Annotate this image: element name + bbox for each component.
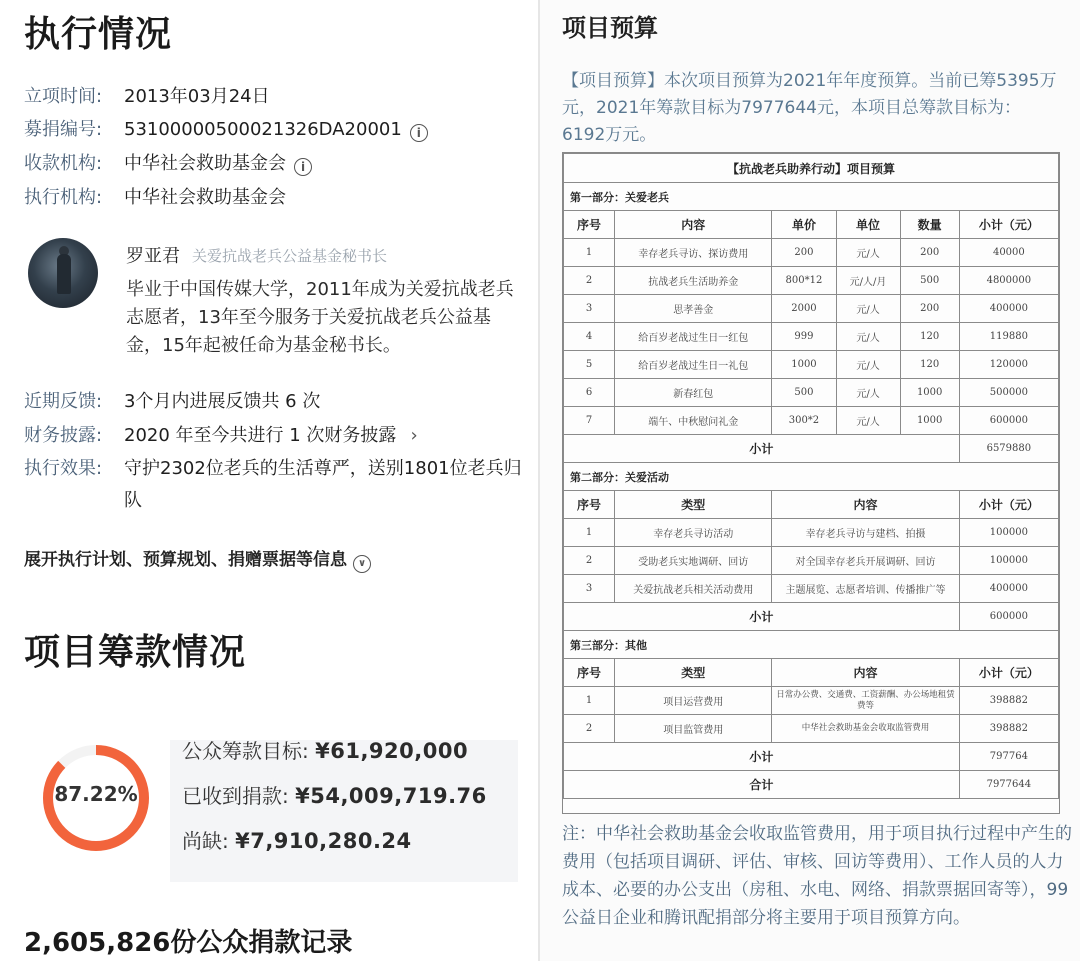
table-row xyxy=(564,743,1059,771)
table-cell: 对全国幸存老兵开展调研、回访 xyxy=(772,547,959,575)
table-row xyxy=(564,631,1059,659)
finance-label: 财务披露: xyxy=(24,425,103,446)
table-cell: 500 xyxy=(900,267,959,295)
table-cell: 元/人/月 xyxy=(836,267,900,295)
info-icon[interactable]: i xyxy=(410,124,428,142)
table-cell: 6579880 xyxy=(959,435,1058,463)
table-cell: 日常办公费、交通费、工资薪酬、办公场地租赁费等 xyxy=(772,687,959,715)
chevron-right-icon[interactable]: › xyxy=(410,425,418,446)
table-row xyxy=(564,323,1059,351)
table-cell: 100000 xyxy=(959,547,1058,575)
expand-details-button[interactable] xyxy=(24,545,371,573)
table-cell: 小计（元） xyxy=(959,659,1058,687)
table-cell: 小计 xyxy=(564,435,960,463)
effect-label: 执行效果: xyxy=(24,458,103,479)
fund-short-row xyxy=(182,825,412,854)
budget-note: 注：中华社会救助基金会收取监管费用，用于项目执行过程中产生的费用（包括项目调研、评估、审核、回访等费用）、工作人员的人力成本、必要的办公支出（房租、水电、网络、捐款票据回寄等），99公益日企业和腾讯配捐部分将主要用于项目预算方向。 xyxy=(562,824,1072,928)
table-row xyxy=(564,407,1059,435)
executor-label: 执行机构: xyxy=(24,187,103,208)
table-cell: 200 xyxy=(900,295,959,323)
table-cell: 【抗战老兵助养行动】项目预算 xyxy=(564,154,1059,183)
table-cell: 100000 xyxy=(959,519,1058,547)
receiver-value: 中华社会救助基金会 xyxy=(124,153,286,174)
table-cell: 400000 xyxy=(959,575,1058,603)
table-cell: 内容 xyxy=(772,659,959,687)
table-cell: 单价 xyxy=(772,211,836,239)
table-cell: 抗战老兵生活助养金 xyxy=(615,267,772,295)
table-cell: 800*12 xyxy=(772,267,836,295)
info-row-executor xyxy=(24,185,286,211)
table-row xyxy=(564,183,1059,211)
date-value: 2013年03月24日 xyxy=(124,86,270,107)
recent-value: 3个月内进展反馈共 6 次 xyxy=(124,391,321,412)
table-cell: 序号 xyxy=(564,211,615,239)
chevron-down-icon[interactable]: ∨ xyxy=(353,555,371,573)
table-cell: 数量 xyxy=(900,211,959,239)
table-cell: 端午、中秋慰问礼金 xyxy=(615,407,772,435)
person-name: 罗亚君 xyxy=(126,246,180,267)
table-cell: 200 xyxy=(900,239,959,267)
table-cell: 新春红包 xyxy=(615,379,772,407)
table-row xyxy=(564,575,1059,603)
table-cell: 120 xyxy=(900,351,959,379)
code-label: 募捐编号: xyxy=(24,119,103,140)
table-cell: 幸存老兵寻访与建档、拍摄 xyxy=(772,519,959,547)
table-row xyxy=(564,295,1059,323)
table-cell: 小计（元） xyxy=(959,491,1058,519)
table-cell: 受助老兵实地调研、回访 xyxy=(615,547,772,575)
budget-document-image xyxy=(562,152,1060,814)
table-cell: 119880 xyxy=(959,323,1058,351)
table-row xyxy=(564,267,1059,295)
table-cell: 7 xyxy=(564,407,615,435)
table-cell: 第一部分：关爱老兵 xyxy=(564,183,1059,211)
execution-panel xyxy=(0,0,538,961)
table-row xyxy=(564,547,1059,575)
target-label: 公众筹款目标: xyxy=(182,739,309,763)
info-icon[interactable]: i xyxy=(294,158,312,176)
table-cell: 2 xyxy=(564,547,615,575)
budget-panel xyxy=(540,0,1080,961)
avatar xyxy=(28,238,98,308)
table-row xyxy=(564,211,1059,239)
table-cell: 3 xyxy=(564,575,615,603)
table-row xyxy=(564,239,1059,267)
table-cell: 120000 xyxy=(959,351,1058,379)
table-cell: 关爱抗战老兵相关活动费用 xyxy=(615,575,772,603)
table-cell: 2 xyxy=(564,715,615,743)
table-cell: 300*2 xyxy=(772,407,836,435)
table-cell: 120 xyxy=(900,323,959,351)
expand-label: 展开执行计划、预算规划、捐赠票据等信息 xyxy=(24,550,347,570)
table-cell: 398882 xyxy=(959,687,1058,715)
table-cell: 第三部分：其他 xyxy=(564,631,1059,659)
table-cell: 第二部分：关爱活动 xyxy=(564,463,1059,491)
table-cell: 小计（元） xyxy=(959,211,1058,239)
table-cell: 600000 xyxy=(959,603,1058,631)
table-cell: 思孝善金 xyxy=(615,295,772,323)
table-cell: 幸存老兵寻访、探访费用 xyxy=(615,239,772,267)
table-cell: 元/人 xyxy=(836,351,900,379)
table-cell: 主题展览、志愿者培训、传播推广等 xyxy=(772,575,959,603)
table-cell: 200 xyxy=(772,239,836,267)
table-cell: 元/人 xyxy=(836,407,900,435)
table-cell: 398882 xyxy=(959,715,1058,743)
table-row xyxy=(564,659,1059,687)
finance-value: 2020 年至今共进行 1 次财务披露 xyxy=(124,425,397,446)
received-label: 已收到捐款: xyxy=(182,784,289,808)
feedback-row-effect xyxy=(24,456,524,517)
table-cell: 序号 xyxy=(564,491,615,519)
table-cell: 元/人 xyxy=(836,239,900,267)
table-cell: 单位 xyxy=(836,211,900,239)
table-cell: 合计 xyxy=(564,771,960,799)
table-row xyxy=(564,435,1059,463)
table-row xyxy=(564,351,1059,379)
table-cell: 给百岁老战过生日一红包 xyxy=(615,323,772,351)
budget-table xyxy=(563,153,1059,799)
effect-value: 守护2302位老兵的生活尊严，送别1801位老兵归队 xyxy=(124,458,522,511)
table-row xyxy=(564,771,1059,799)
table-row xyxy=(564,603,1059,631)
table-cell: 600000 xyxy=(959,407,1058,435)
table-cell: 类型 xyxy=(615,659,772,687)
table-cell: 中华社会救助基金会收取监管费用 xyxy=(772,715,959,743)
exec-title: 执行情况 xyxy=(24,14,173,55)
table-cell: 小计 xyxy=(564,603,960,631)
table-cell: 1 xyxy=(564,687,615,715)
executor-value: 中华社会救助基金会 xyxy=(124,187,286,208)
short-label: 尚缺: xyxy=(182,829,229,853)
person-bio: 毕业于中国传媒大学，2011年成为关爱抗战老兵志愿者，13年至今服务于关爱抗战老兵公益基金，15年起被任命为基金秘书长。 xyxy=(126,279,514,356)
table-cell: 40000 xyxy=(959,239,1058,267)
table-cell: 元/人 xyxy=(836,379,900,407)
budget-title: 项目预算 xyxy=(562,14,658,42)
table-cell: 小计 xyxy=(564,743,960,771)
fund-received-row xyxy=(182,780,487,809)
table-cell: 元/人 xyxy=(836,323,900,351)
table-cell: 4800000 xyxy=(959,267,1058,295)
table-cell: 400000 xyxy=(959,295,1058,323)
table-cell: 1 xyxy=(564,519,615,547)
person-title: 关爱抗战老兵公益基金秘书长 xyxy=(192,247,388,265)
table-cell: 6 xyxy=(564,379,615,407)
table-row xyxy=(564,154,1059,183)
table-cell: 2000 xyxy=(772,295,836,323)
table-cell: 项目运营费用 xyxy=(615,687,772,715)
feedback-row-recent xyxy=(24,389,320,415)
table-cell: 类型 xyxy=(615,491,772,519)
table-row xyxy=(564,715,1059,743)
donation-records[interactable]: 2,605,826份公众捐款记录 xyxy=(24,928,353,958)
table-cell: 1 xyxy=(564,239,615,267)
info-row-date xyxy=(24,84,270,110)
table-row xyxy=(564,379,1059,407)
table-cell: 项目监管费用 xyxy=(615,715,772,743)
table-cell: 内容 xyxy=(772,491,959,519)
table-cell: 元/人 xyxy=(836,295,900,323)
short-value: ¥7,910,280.24 xyxy=(235,829,412,853)
table-row xyxy=(564,463,1059,491)
recent-label: 近期反馈: xyxy=(24,391,103,412)
target-value: ¥61,920,000 xyxy=(315,739,469,763)
progress-label: 87.22% xyxy=(54,782,138,806)
table-row xyxy=(564,491,1059,519)
budget-intro: 【项目预算】本次项目预算为2021年年度预算。当前已筹5395万元，2021年筹款目标为7977644元，本项目总筹款目标为：6192万元。 xyxy=(562,71,1057,145)
table-cell: 给百岁老战过生日一礼包 xyxy=(615,351,772,379)
table-cell: 797764 xyxy=(959,743,1058,771)
table-cell: 1000 xyxy=(900,407,959,435)
fund-target-row xyxy=(182,735,468,764)
table-cell: 内容 xyxy=(615,211,772,239)
table-cell: 序号 xyxy=(564,659,615,687)
table-cell: 999 xyxy=(772,323,836,351)
table-cell: 500 xyxy=(772,379,836,407)
feedback-row-finance[interactable] xyxy=(24,423,418,449)
info-row-code xyxy=(24,117,428,143)
table-cell: 7977644 xyxy=(959,771,1058,799)
table-cell: 1000 xyxy=(900,379,959,407)
table-cell: 4 xyxy=(564,323,615,351)
table-row xyxy=(564,687,1059,715)
receiver-label: 收款机构: xyxy=(24,153,103,174)
date-label: 立项时间: xyxy=(24,86,103,107)
table-cell: 1000 xyxy=(772,351,836,379)
table-cell: 幸存老兵寻访活动 xyxy=(615,519,772,547)
table-row xyxy=(564,519,1059,547)
table-cell: 2 xyxy=(564,267,615,295)
info-row-receiver xyxy=(24,151,312,177)
table-cell: 500000 xyxy=(959,379,1058,407)
code-value: 53100000500021326DA20001 xyxy=(124,119,402,140)
fund-title: 项目筹款情况 xyxy=(24,632,247,673)
table-cell: 5 xyxy=(564,351,615,379)
received-value: ¥54,009,719.76 xyxy=(295,784,487,808)
table-cell: 3 xyxy=(564,295,615,323)
